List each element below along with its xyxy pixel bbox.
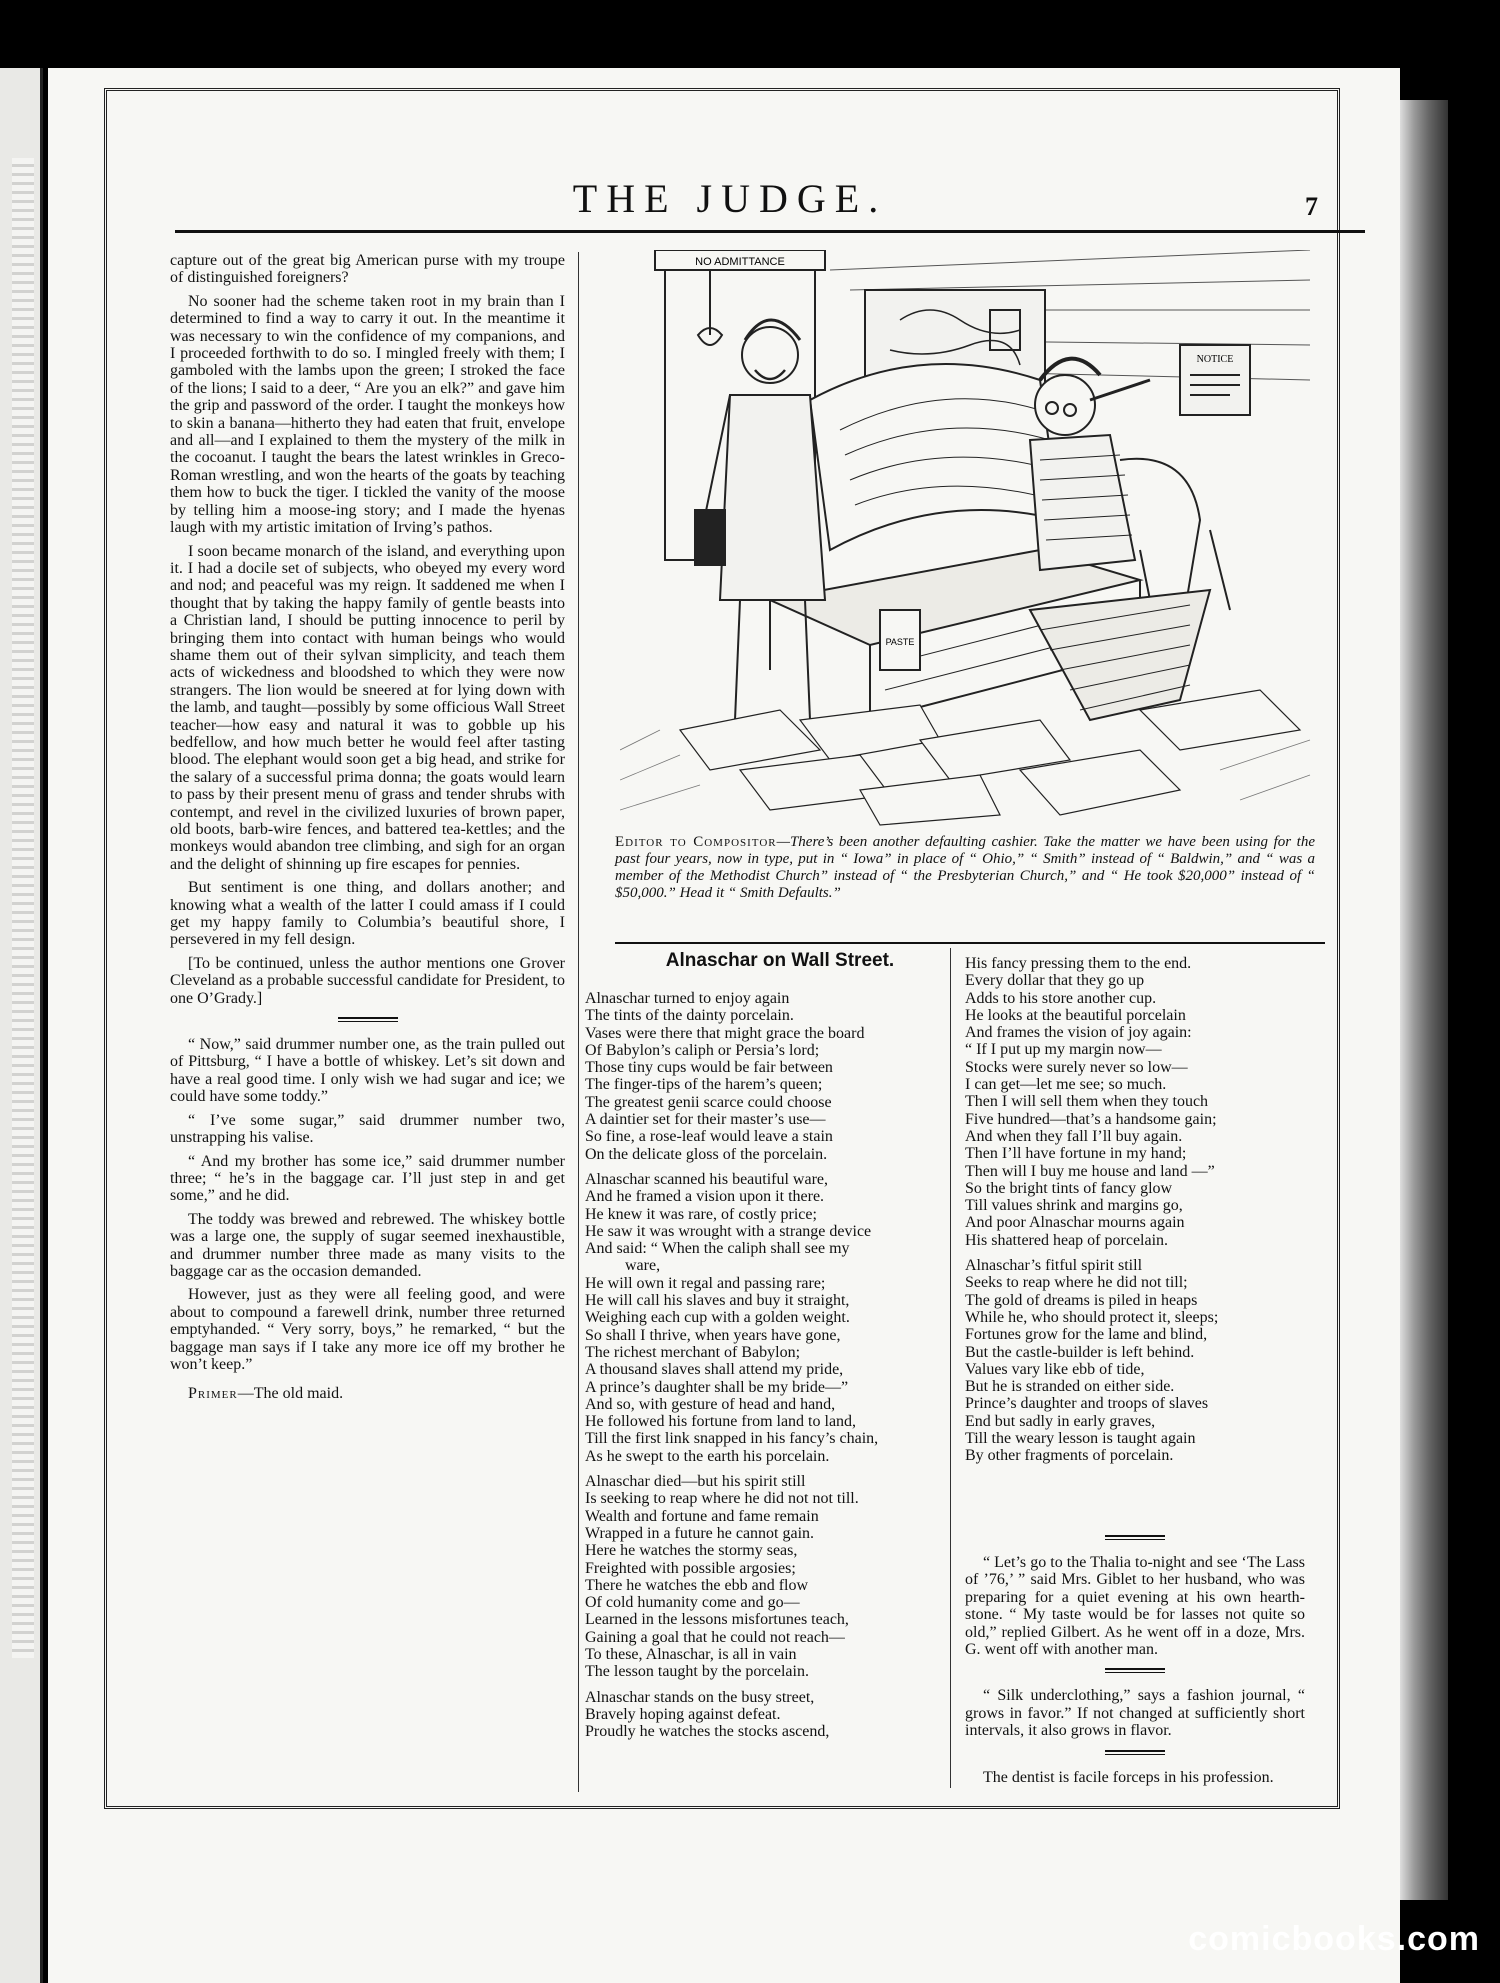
poem-line: Wealth and fortune and fame remain bbox=[585, 1507, 819, 1525]
poem-line: Gaining a goal that he could not reach— bbox=[585, 1628, 845, 1646]
paragraph: However, just as they were all feeling good, and were about to compound a farewell drink, number three returned emptyhanded. “ Very sorry, boys,” he remarked, “ but the baggage man says if I take any more ice off my brother he won’t keep.” bbox=[170, 1286, 565, 1373]
poem-line: Every dollar that they go up bbox=[965, 972, 1145, 990]
poem-line: Of Babylon’s caliph or Persia’s lord; bbox=[585, 1041, 820, 1059]
poem-line: Proudly he watches the stocks ascend, bbox=[585, 1723, 830, 1741]
poem-line: Seeks to reap where he did not till; bbox=[965, 1274, 1188, 1292]
separator-rule bbox=[1105, 1535, 1165, 1540]
poem-line: Alnaschar’s fitful spirit still bbox=[965, 1257, 1143, 1275]
paragraph: “ I’ve some sugar,” said drummer number two, unstrapping his valise. bbox=[170, 1111, 565, 1147]
poem-line: So shall I thrive, when years have gone, bbox=[585, 1326, 841, 1344]
poem-line: He followed his fortune from land to land, bbox=[585, 1413, 857, 1431]
paragraph: “ Silk underclothing,” says a fashion journal, “ grows in favor.” If not changed at sufficiently short intervals, it also grows in flavor. bbox=[965, 1687, 1305, 1740]
paragraph: “ Let’s go to the Thalia to-night and see ‘The Lass of ’76,’ ” said Mrs. Giblet to her husband, who was preparing for a quiet evening at his own hearth-stone. “ My taste would be for lasses not quite so old,” replied Gilbert. As he went off in a doze, Mrs. G. went off with another man. bbox=[965, 1554, 1305, 1659]
poem-line: A prince’s daughter shall be my bride—” bbox=[585, 1378, 849, 1396]
paragraph: “ And my brother has some ice,” said drummer number three; “ he’s in the baggage car. I’ll just step in and get some,” and he did. bbox=[170, 1152, 565, 1205]
poem-line: “ If I put up my margin now— bbox=[965, 1041, 1162, 1059]
poem-line: Of cold humanity come and go— bbox=[585, 1594, 800, 1612]
poem-stanza bbox=[585, 1689, 950, 1741]
paragraph: The dentist is facile forceps in his profession. bbox=[983, 1768, 1274, 1786]
poem-line: His fancy pressing them to the end. bbox=[965, 955, 1192, 972]
poem-line: To these, Alnaschar, is all in vain bbox=[585, 1645, 797, 1663]
poem-line: There he watches the ebb and flow bbox=[585, 1576, 809, 1594]
poem-line: Wrapped in a future he cannot gain. bbox=[585, 1524, 815, 1542]
poem-line: Then I will sell them when they touch bbox=[965, 1093, 1209, 1111]
poem-line: He knew it was rare, of costly price; bbox=[585, 1205, 817, 1223]
poem-column-a bbox=[585, 990, 950, 1748]
poem-line: I can get—let me see; so much. bbox=[965, 1076, 1167, 1094]
poem-line: Five hundred—that’s a handsome gain; bbox=[965, 1110, 1217, 1128]
poem-line: And said: “ When the caliph shall see my bbox=[585, 1240, 850, 1258]
poem-line: And poor Alnaschar mourns again bbox=[965, 1214, 1185, 1232]
paragraph: “ Now,” said drummer number one, as the train pulled out of Pittsburg, “ I have a bottle of whiskey. Let’s sit down and have a real good time. I only wish we had sugar and ice; we could have some toddy.” bbox=[170, 1036, 565, 1106]
poem-line: And so, with gesture of head and hand, bbox=[585, 1395, 836, 1413]
poem-stanza bbox=[965, 1257, 1305, 1465]
poem-line: By other fragments of porcelain. bbox=[965, 1447, 1174, 1465]
poem-line: As he swept to the earth his porcelain. bbox=[585, 1447, 830, 1465]
poem-line: The greatest genii scarce could choose bbox=[585, 1093, 832, 1111]
poem-line: Values vary like ebb of tide, bbox=[965, 1360, 1145, 1378]
paragraph: The toddy was brewed and rebrewed. The whiskey bottle was a large one, the supply of sugar seemed inexhaustible, and drummer number three made as many visits to the baggage car as the occasion demanded. bbox=[170, 1210, 565, 1280]
poem-line: Weighing each cup with a golden weight. bbox=[585, 1309, 850, 1327]
poem-line: The lesson taught by the porcelain. bbox=[585, 1663, 809, 1681]
poem-line: But the castle-builder is left behind. bbox=[965, 1343, 1195, 1361]
poem-line: Alnaschar turned to enjoy again bbox=[585, 990, 790, 1007]
poem-stanza bbox=[585, 1171, 950, 1465]
poem-line: Fortunes grow for the lame and blind, bbox=[965, 1326, 1208, 1344]
compositor-sleeve bbox=[695, 510, 725, 565]
poem-line: Alnaschar stands on the busy street, bbox=[585, 1688, 815, 1706]
poem-stanza bbox=[585, 1473, 950, 1681]
poem-line: And frames the vision of joy again: bbox=[965, 1024, 1192, 1042]
poem-line: The richest merchant of Babylon; bbox=[585, 1343, 801, 1361]
column-rule bbox=[950, 948, 951, 1788]
poem-column-b bbox=[965, 955, 1305, 1473]
column-rule bbox=[578, 252, 579, 1792]
poem-line: Freighted with possible argosies; bbox=[585, 1559, 796, 1577]
previous-page-edge bbox=[0, 68, 43, 1983]
separator-rule bbox=[1105, 1668, 1165, 1673]
poem-line: And when they fall I’ll buy again. bbox=[965, 1127, 1183, 1145]
watermark: comicbooks.com bbox=[1188, 1920, 1480, 1958]
primer-item bbox=[170, 1385, 565, 1402]
poem-line: He looks at the beautiful porcelain bbox=[965, 1006, 1186, 1024]
poem-stanza bbox=[585, 990, 950, 1163]
poem-line: A thousand slaves shall attend my pride, bbox=[585, 1361, 844, 1379]
poem-line: The tints of the dainty porcelain. bbox=[585, 1007, 794, 1025]
primer-text: —The old maid. bbox=[237, 1385, 344, 1403]
page-number: 7 bbox=[1305, 192, 1318, 221]
door-sign-text: NO ADMITTANCE bbox=[695, 256, 785, 268]
poem-line: End but sadly in early graves, bbox=[965, 1412, 1156, 1430]
poem-line: Those tiny cups would be fair between bbox=[585, 1059, 833, 1077]
poem-line: Then will I buy me house and land —” bbox=[965, 1162, 1215, 1180]
editor-head bbox=[1035, 375, 1095, 435]
header-rule bbox=[175, 230, 1365, 233]
paragraph: But sentiment is one thing, and dollars another; and knowing what a wealth of the latter I could amass if I could get my happy family to Columbia’s beautiful shore, I persevered in my fell design. bbox=[170, 879, 565, 949]
poem-line: Here he watches the stormy seas, bbox=[585, 1542, 798, 1560]
poem-line: Vases were there that might grace the board bbox=[585, 1024, 865, 1042]
poem-line: He saw it was wrought with a strange device bbox=[585, 1222, 872, 1240]
editorial-cartoon bbox=[620, 250, 1315, 830]
story-column bbox=[170, 252, 565, 1409]
caption-lead: Editor to Compositor bbox=[615, 834, 777, 850]
separator-rule bbox=[1105, 1750, 1165, 1755]
poem-line: Till the first link snapped in his fancy’s chain, bbox=[585, 1430, 879, 1448]
poem-line: Learned in the lessons misfortunes teach, bbox=[585, 1611, 849, 1629]
poem-title: Alnaschar on Wall Street. bbox=[665, 950, 895, 971]
masthead-title: THE JUDGE. bbox=[572, 176, 888, 221]
poem-line: He will call his slaves and buy it straight, bbox=[585, 1292, 850, 1310]
poem-line: Alnaschar scanned his beautiful ware, bbox=[585, 1170, 829, 1188]
poem-line: And he framed a vision upon it there. bbox=[585, 1188, 825, 1206]
separator-rule bbox=[338, 1017, 398, 1022]
cartoon-caption bbox=[615, 834, 1315, 902]
poem-line: Till the weary lesson is taught again bbox=[965, 1430, 1196, 1448]
poem-line: The finger-tips of the harem’s queen; bbox=[585, 1076, 823, 1094]
poem-line: So fine, a rose-leaf would leave a stain bbox=[585, 1128, 833, 1146]
paragraph: I soon became monarch of the island, and everything upon it. I had a docile set of subjects, who obeyed my every word and nod; and peaceful was my reign. It saddened me when I thought that by taking the happy family of gentle beasts into a Christian land, I should be putting innocence to peril by bringing them into contact with human beings who would shame them out of their sylvan simplicity, and teach them acts of wickedness and bloodshed to which they were now strangers. The lion would be sneered at for lying down with the lamb, and taught—possibly by some officious Wall Street teacher—how easy and natural it was to gobble up his bedfellow, and how much better he would feel after tasting blood. The elephant would soon get a big head, and strike for the salary of a successful prima donna; the goats would learn to pass by their present menu of grass and tender shrubs with contempt, and revel in the civilized luxuries of brown paper, old boots, barb-wire fences, and battered tea-kettles; and the monkeys would abandon tree climbing, and sigh for an organ and the delight of shinning up fire escapes for pennies. bbox=[170, 542, 565, 873]
book-fore-edge bbox=[1400, 100, 1448, 1900]
poem-line: On the delicate gloss of the porcelain. bbox=[585, 1145, 828, 1163]
compositor-apron bbox=[720, 395, 825, 600]
newspaper bbox=[810, 364, 1060, 550]
poem-line: Till values shrink and margins go, bbox=[965, 1197, 1183, 1215]
poem-stanza bbox=[965, 955, 1305, 1249]
poem-line: Then I’ll have fortune in my hand; bbox=[965, 1145, 1187, 1163]
poem-line: He will own it regal and passing rare; bbox=[585, 1274, 826, 1292]
wall-notice-text: NOTICE bbox=[1196, 354, 1234, 365]
poem-line: While he, who should protect it, sleeps; bbox=[965, 1308, 1219, 1326]
paragraph: No sooner had the scheme taken root in my brain than I determined to find a way to carry it out. In the meantime it was necessary to win the confidence of my companions, and I proceeded forthwith to do so. I mingled freely with them; I gamboled with the lambs upon the green; I stroked the face of the lions; I said to a deer, “ Are you an elk?” and gave him the grip and password of the order. I taught the monkeys how to skin a banana—hitherto they had eaten that fruit, envelope and all—and I explained to them the mystery of the milk in the cocoanut. I taught the bears the latest wrinkles in Greco-Roman wrestling, and won the hearts of the goats by teaching them how to buck the tiger. I tickled the vanity of the moose by telling him a moose-ing story; and I made the hyenas laugh with my artistic imitation of Irving’s pathos. bbox=[170, 292, 566, 537]
continuation-note: [To be continued, unless the author mentions one Grover Cleveland as a probable successful candidate for President, to one O’Grady.] bbox=[170, 954, 565, 1007]
poem-line: Prince’s daughter and troops of slaves bbox=[965, 1395, 1209, 1413]
quill-pen bbox=[1090, 380, 1150, 400]
caption-rule bbox=[615, 942, 1325, 944]
poem-line: Stocks were surely never so low— bbox=[965, 1058, 1188, 1076]
poem-line: ware, bbox=[585, 1257, 661, 1275]
poem-line: But he is stranded on either side. bbox=[965, 1378, 1175, 1396]
paragraph: capture out of the great big American purse with my troupe of distinguished foreigners? bbox=[170, 252, 565, 287]
poem-line: His shattered heap of porcelain. bbox=[965, 1231, 1169, 1249]
compositor-head bbox=[742, 327, 798, 383]
poem-line: So the bright tints of fancy glow bbox=[965, 1179, 1173, 1197]
caption-text: —There’s been another defaulting cashier. Take the matter we have been using for the past four years, now in type, put in “ Iowa” in place of “ Ohio,” “ Smith” instead of “ Baldwin,” and “ was a member of the Methodist Church” instead of “ the Presbyterian Church,” and “ He took $20,000” instead of “ $50,000.” Head it “ Smith Defaults.” bbox=[615, 834, 1315, 901]
poem-line: A daintier set for their master’s use— bbox=[585, 1111, 826, 1129]
paste-pot-label: PASTE bbox=[885, 637, 915, 647]
poem-line: Alnaschar died—but his spirit still bbox=[585, 1473, 806, 1491]
primer-label: Primer bbox=[188, 1385, 238, 1403]
poem-line: Adds to his store another cup. bbox=[965, 989, 1157, 1007]
poem-line: Is seeking to reap where he did not not till. bbox=[585, 1490, 859, 1508]
poem-line: The gold of dreams is piled in heaps bbox=[965, 1291, 1198, 1309]
poem-line: Bravely hoping against defeat. bbox=[585, 1705, 781, 1723]
paragraphs-column-3 bbox=[965, 1525, 1305, 1792]
